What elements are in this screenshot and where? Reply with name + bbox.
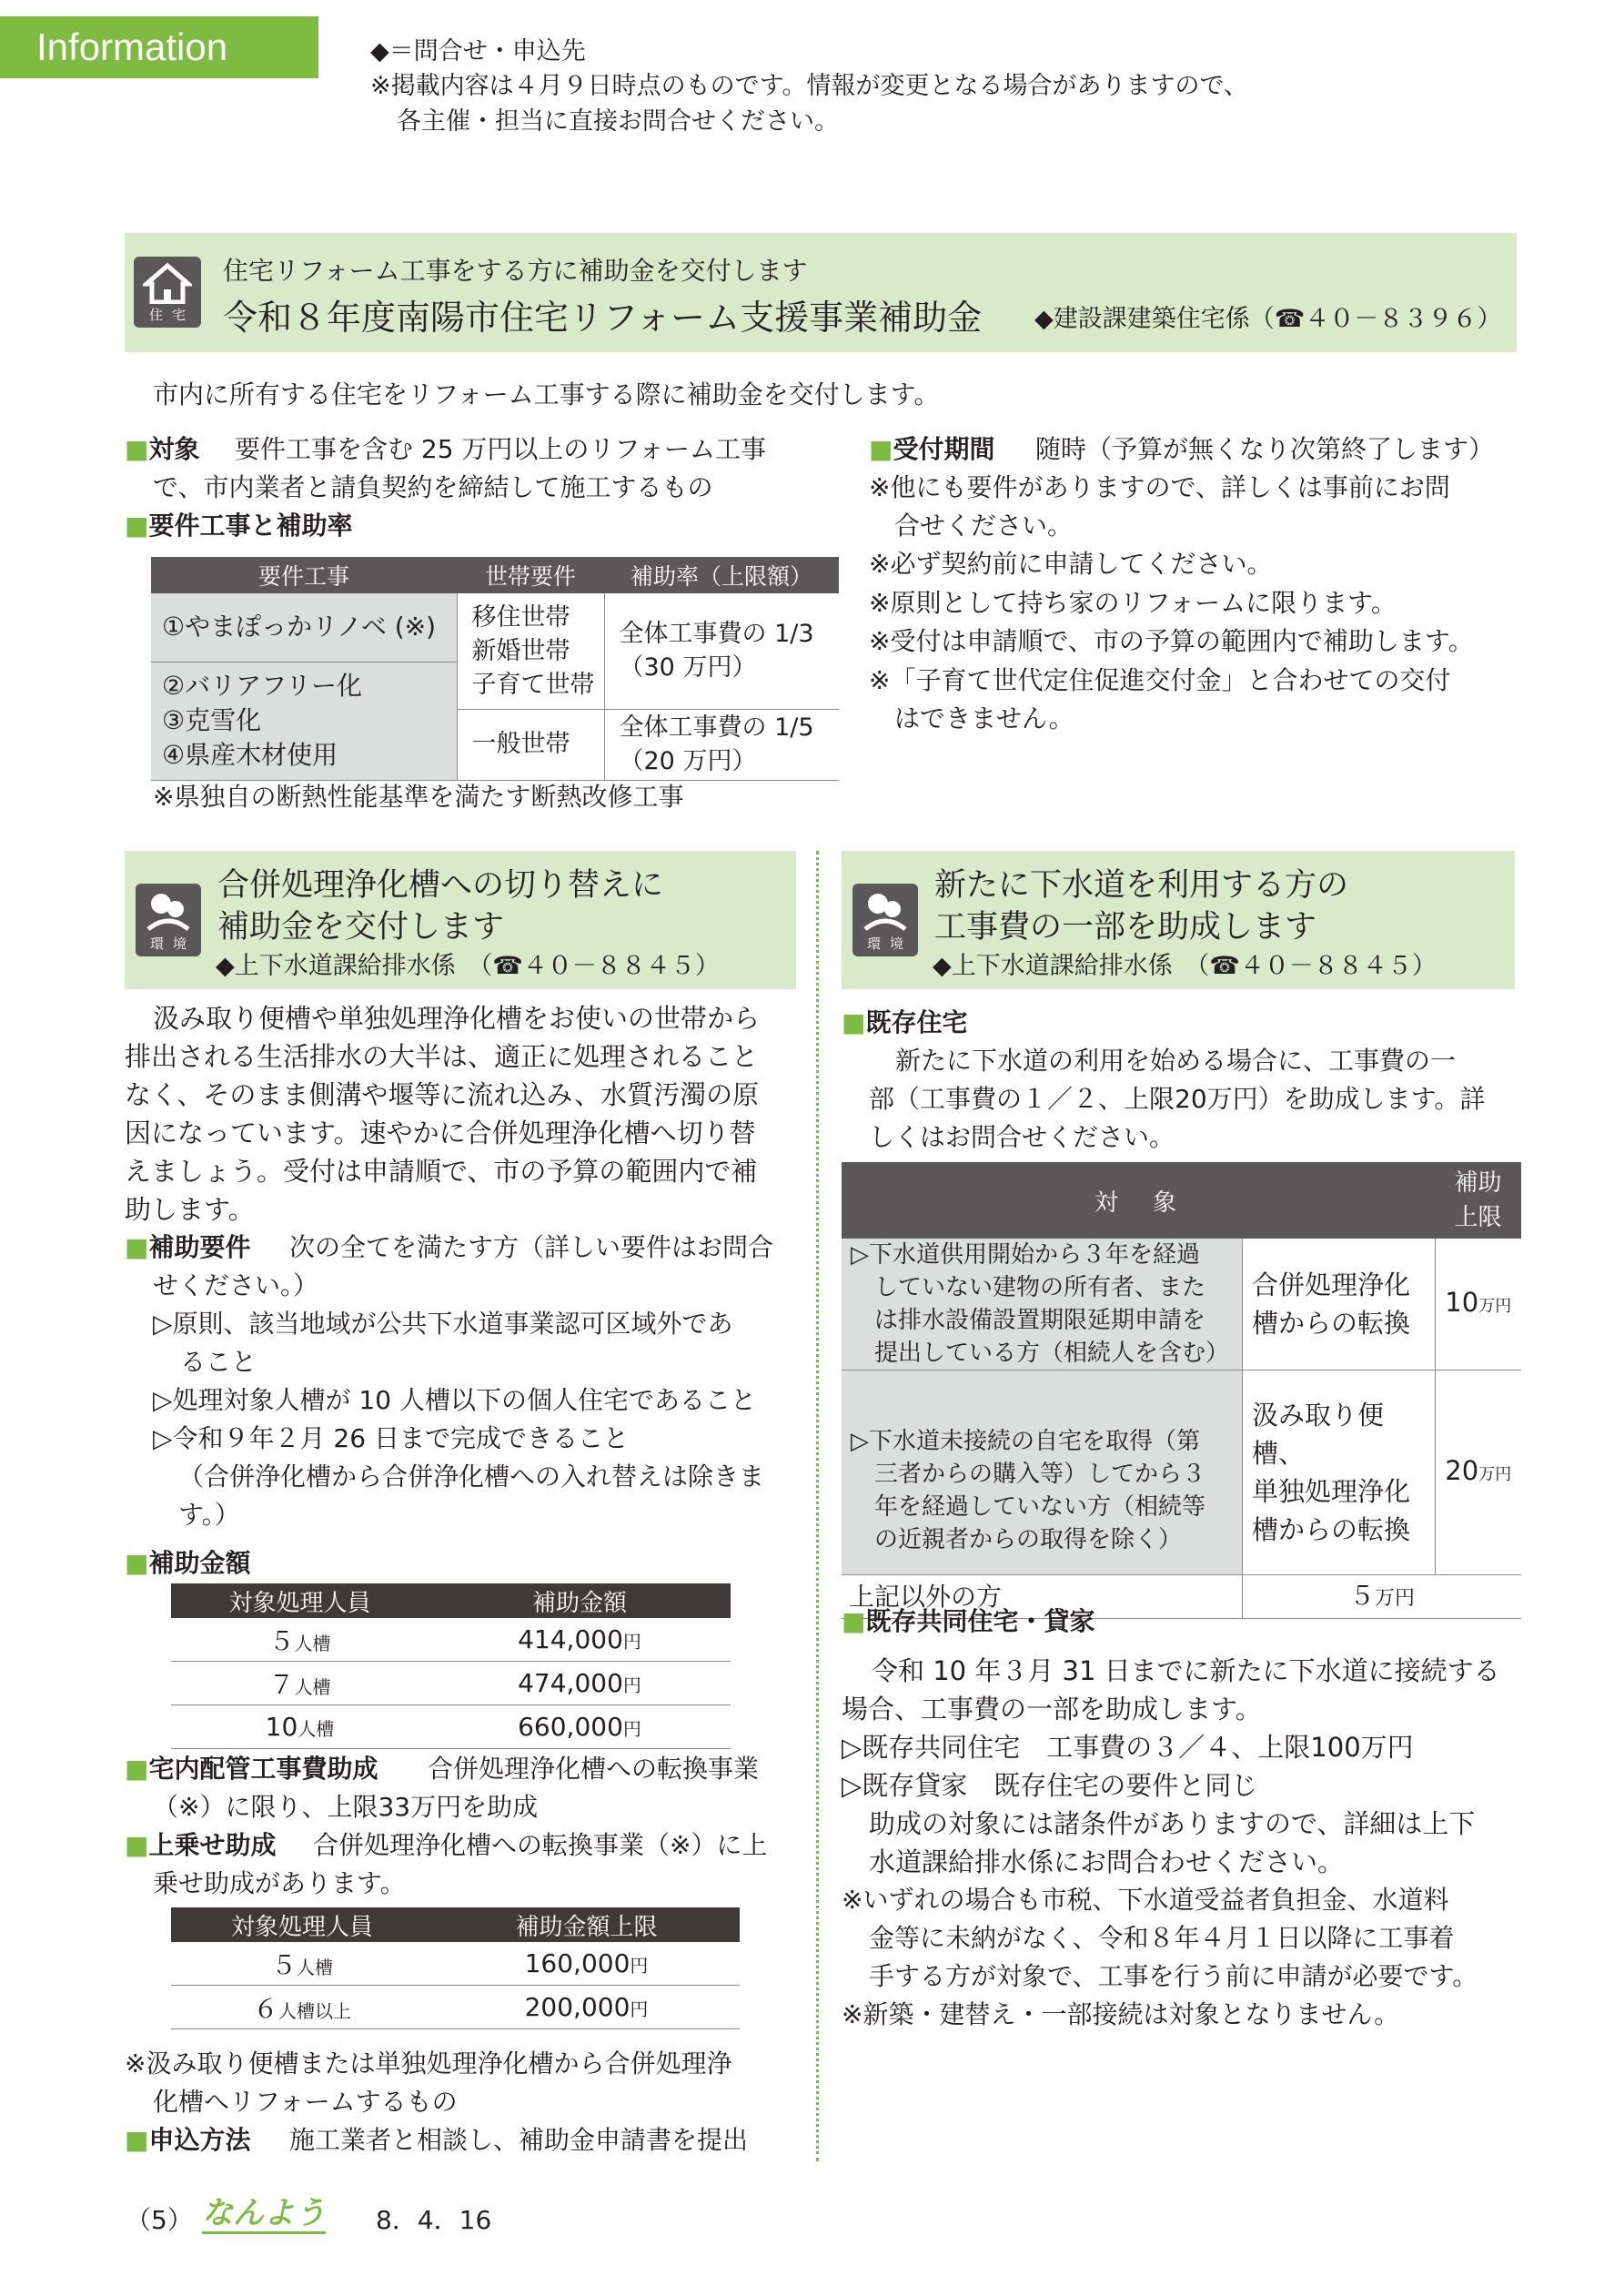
environment-icon: 環境 [136, 884, 201, 956]
table-cell: ▷下水道供用開始から３年を経過 していない建物の所有者、また は排水設備設置期限延期申請を 提出している方（相続人を含む） [842, 1239, 1243, 1371]
column-header: 要件工事 [151, 557, 457, 593]
apply-heading: ■申込方法 [125, 2125, 251, 2155]
septic-body: 因になっています。速やかに合併処理浄化槽へ切り替 [125, 1118, 756, 1148]
table-row: 10人槽 660,000円 [171, 1705, 731, 1749]
existing-heading: ■既存住宅 [842, 1007, 968, 1037]
req-item: す。） [178, 1500, 240, 1530]
reform-note: ※「子育て世代定住促進交付金」と合わせての交付 [869, 665, 1451, 695]
req-item: ▷処理対象人槽が 10 人槽以下の個人住宅であること [153, 1385, 756, 1415]
septic-body: えましょう。受付は申請順で、市の予算の範囲内で補 [125, 1156, 758, 1187]
extra-text: 乗せ助成があります。 [153, 1868, 406, 1898]
column-header: 補助 上限 [1435, 1162, 1521, 1239]
req-text: せください。） [153, 1270, 319, 1300]
issue-date: 8．4．16 [376, 2205, 492, 2235]
reform-note: ※必ず契約前に申請してください。 [869, 549, 1273, 579]
shared-text: 令和 10 年３月 31 日までに新たに下水道に接続する [872, 1655, 1500, 1686]
extra-text: 合併処理浄化槽への転換事業（※）に上 [313, 1830, 768, 1860]
sewer-contact: ◆上下水道課給排水係 （☎４０－８８４５） [933, 952, 1437, 980]
column-header: 対象処理人員 [171, 1583, 429, 1618]
page-number: （5） [126, 2205, 193, 2235]
amount-table [171, 1583, 731, 1749]
town-logo: なんよう [202, 2195, 326, 2234]
req-text: 次の全てを満たす方（詳しい要件はお問合 [289, 1232, 774, 1262]
sewer-title: 新たに下水道を利用する方の [934, 867, 1349, 904]
table-row: ５人槽 160,000円 [171, 1942, 740, 1986]
extra-table [171, 1907, 740, 2029]
existing-text: 部（工事費の１／２、上限20万円）を助成します。詳 [869, 1084, 1486, 1114]
reform-banner [125, 233, 1517, 352]
table-note: ※県独自の断熱性能基準を満たす断熱改修工事 [153, 782, 684, 812]
req-heading: ■補助要件 [125, 1232, 251, 1262]
shared-text: 助成の対象には諸条件がありますので、詳細は上下 [869, 1808, 1476, 1839]
septic-contact: ◆上下水道課給排水係 （☎４０－８８４５） [216, 952, 720, 980]
table-cell: ▷下水道未接続の自宅を取得（第 三者からの購入等）してから３ 年を経過していない方（相続等 の近親者からの取得を除く） [842, 1371, 1243, 1575]
column-header: 補助金額 [429, 1583, 731, 1618]
reform-note: ※原則として持ち家のリフォームに限ります。 [869, 588, 1397, 618]
target-text: で、市内業者と請負契約を締結して施工するもの [153, 472, 713, 502]
header-note: 各主催・担当に直接お問合せください。 [397, 107, 839, 136]
sewer-banner [842, 851, 1515, 989]
house-icon: 住宅 [134, 257, 201, 328]
septic-body: 汲み取り便槽や単独処理浄化槽をお使いの世帯から [153, 1003, 761, 1034]
table-cell: 全体工事費の 1/3 （30 万円） [604, 593, 839, 709]
table-cell: 20万円 [1435, 1371, 1521, 1575]
reform-intro: 市内に所有する住宅をリフォーム工事する際に補助金を交付します。 [153, 379, 940, 410]
septic-footnote: 化槽へリフォームするもの [153, 2087, 458, 2117]
reform-note: ※受付は申請順で、市の予算の範囲内で補助します。 [869, 626, 1474, 656]
table-cell: 全体工事費の 1/5 （20 万円） [604, 709, 839, 780]
target-text: 要件工事を含む 25 万円以上のリフォーム工事 [235, 434, 767, 464]
table-cell: 10万円 [1435, 1239, 1521, 1371]
reform-table [151, 557, 839, 781]
legend: ◆＝問合せ・申込先 [370, 37, 586, 66]
reform-contact: ◆建設課建築住宅係（☎４０－８３９６） [1034, 305, 1502, 333]
shared-text: ▷既存貸家 既存住宅の要件と同じ [842, 1770, 1258, 1801]
column-header: 補助金額上限 [433, 1907, 740, 1942]
period-heading: ■受付期間 [869, 434, 995, 464]
shared-text: 場合、工事費の一部を助成します。 [842, 1694, 1262, 1725]
septic-footnote: ※汲み取り便槽または単独処理浄化槽から合併処理浄 [125, 2048, 732, 2079]
table-cell: 合併処理浄化 槽からの転換 [1243, 1239, 1436, 1371]
target-heading: ■対象 [125, 434, 200, 464]
sewer-note: 手する方が対象で、工事を行う前に申請が必要です。 [869, 1961, 1478, 1991]
sewer-note: 金等に未納がなく、令和８年４月１日以降に工事着 [869, 1923, 1455, 1953]
reform-note: ※他にも要件がありますので、詳しくは事前にお問 [869, 472, 1450, 502]
sewer-table [842, 1162, 1521, 1619]
table-cell: 汲み取り便槽、 単独処理浄化 槽からの転換 [1243, 1371, 1436, 1575]
req-item: （合併浄化槽から合併浄化槽への入れ替えは除きま [178, 1462, 765, 1492]
req-item: ▷原則、該当地域が公共下水道事業認可区域外であ [153, 1309, 733, 1339]
septic-body: 助します。 [125, 1194, 255, 1225]
reform-title: 令和８年度南陽市住宅リフォーム支援事業補助金 [223, 298, 983, 338]
septic-body: 排出される生活排水の大半は、適正に処理されること [125, 1041, 759, 1072]
table-row: ５人槽 414,000円 [171, 1618, 731, 1662]
column-divider [816, 851, 819, 2161]
reform-note: 合せください。 [894, 511, 1074, 541]
column-header: 対象処理人員 [171, 1907, 433, 1942]
reform-note: はできません。 [894, 703, 1074, 733]
amount-heading: ■補助金額 [125, 1548, 251, 1578]
apply-text: 施工業者と相談し、補助金申請書を提出 [289, 2125, 749, 2155]
column-header: 補助率（上限額） [604, 557, 839, 593]
column-header: 対 象 [842, 1162, 1435, 1239]
septic-banner [125, 851, 796, 989]
table-cell: ②バリアフリー化 ③克雪化 ④県産木材使用 [151, 662, 457, 780]
table-cell: 移住世帯 新婚世帯 子育て世帯 [457, 593, 604, 709]
pipe-heading: ■宅内配管工事費助成 [125, 1754, 378, 1784]
header-note: ※掲載内容は４月９日時点のものです。情報が変更となる場合がありますので、 [370, 72, 1248, 100]
table-cell: ５万円 [1243, 1575, 1522, 1619]
sewer-title: 工事費の一部を助成します [934, 909, 1317, 946]
existing-text: しくはお問合せください。 [869, 1122, 1175, 1152]
environment-icon: 環境 [852, 884, 918, 956]
reform-subtitle: 住宅リフォーム工事をする方に補助金を交付します [223, 256, 808, 286]
table-cell: 一般世帯 [457, 709, 604, 780]
works-heading: ■要件工事と補助率 [125, 511, 353, 541]
septic-title: 合併処理浄化槽への切り替えに [217, 867, 664, 904]
septic-body: なく、そのまま側溝や堰等に流れ込み、水質汚濁の原 [125, 1079, 760, 1110]
req-item: ▷令和９年２月 26 日まで完成できること [153, 1423, 629, 1453]
existing-text: 新たに下水道の利用を始める場合に、工事費の一 [895, 1046, 1457, 1076]
shared-text: 水道課給排水係にお問合わせください。 [869, 1846, 1345, 1877]
table-row: ７人槽 474,000円 [171, 1662, 731, 1705]
table-cell: ①やまぽっかリノベ (※) [151, 593, 457, 662]
period-text: 随時（予算が無くなり次第終了します） [1035, 434, 1495, 464]
sewer-note: ※新築・建替え・一部接続は対象となりません。 [842, 1999, 1400, 2029]
pipe-text: 合併処理浄化槽への転換事業 [428, 1754, 760, 1784]
shared-text: ▷既存共同住宅 工事費の３／４、上限100万円 [842, 1732, 1414, 1763]
req-item: ること [180, 1347, 257, 1377]
column-header: 世帯要件 [457, 557, 604, 593]
sewer-note: ※いずれの場合も市税、下水道受益者負担金、水道料 [842, 1885, 1449, 1915]
septic-title: 補助金を交付します [217, 909, 505, 946]
pipe-text: （※）に限り、上限33万円を助成 [153, 1792, 539, 1822]
table-row: ６人槽以上 200,000円 [171, 1986, 740, 2029]
shared-heading: ■既存共同住宅・貸家 [842, 1606, 1095, 1636]
section-tab: Information [0, 16, 318, 78]
table-cell: 上記以外の方 [842, 1575, 1243, 1619]
extra-heading: ■上乗せ助成 [125, 1830, 277, 1860]
